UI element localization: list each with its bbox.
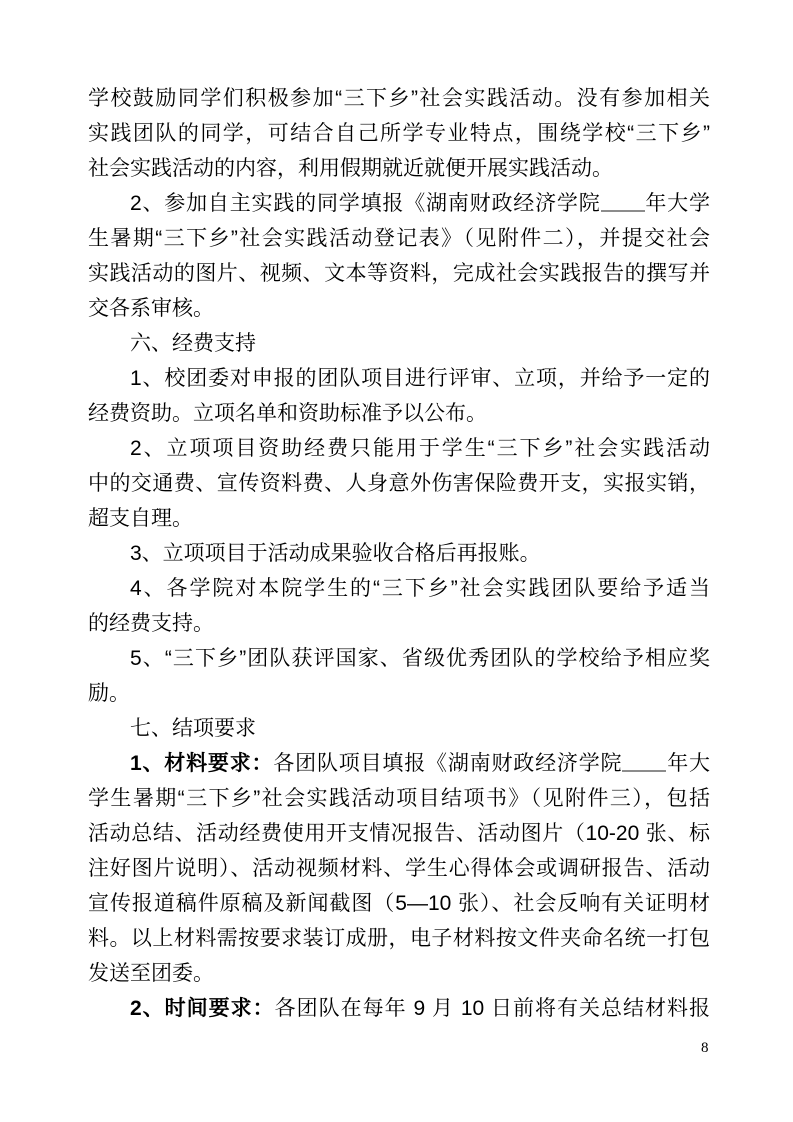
text-segment: 活动总结、活动经费使用开支情况报告、活动图片（10-20 张、标 (88, 822, 710, 845)
text-line (88, 641, 710, 676)
text-line (88, 956, 710, 991)
text-segment: 生暑期“三下乡”社会实践活动登记表》（见附件二），并提交社会 (88, 227, 710, 250)
text-segment: 超支自理。 (88, 507, 193, 530)
text-line (88, 571, 710, 606)
text-segment: 3、立项项目于活动成果验收合格后再报账。 (130, 542, 541, 565)
text-line (88, 361, 710, 396)
text-line (88, 466, 710, 501)
text-line (88, 746, 710, 781)
text-line (88, 991, 710, 1026)
text-segment: 发送至团委。 (88, 962, 214, 985)
text-line (88, 291, 710, 326)
text-segment: 励。 (88, 682, 130, 705)
text-line (88, 186, 710, 221)
text-segment: 交各系审核。 (88, 297, 214, 320)
text-segment: 年大 (666, 752, 710, 775)
text-segment: 七、结项要求 (130, 717, 256, 740)
text-segment: 经费资助。立项名单和资助标准予以公布。 (88, 402, 487, 425)
page-number: 8 (701, 1040, 709, 1056)
text-segment: 宣传报道稿件原稿及新闻截图（5—10 张）、社会反响有关证明材 (88, 892, 710, 915)
text-line (88, 921, 710, 956)
text-segment: 4、各学院对本院学生的“三下乡”社会实践团队要给予适当 (130, 577, 710, 600)
text-segment: 年大学 (644, 192, 710, 215)
text-line (88, 886, 710, 921)
text-segment-bold: 2、时间要求： (130, 997, 275, 1020)
text-line (88, 116, 710, 151)
text-segment: 5、“三下乡”团队获评国家、省级优秀团队的学校给予相应奖 (130, 647, 710, 670)
text-line (88, 431, 710, 466)
text-segment: 六、经费支持 (130, 332, 256, 355)
text-line (88, 711, 710, 746)
text-line (88, 501, 710, 536)
text-segment: 2、参加自主实践的同学填报《湖南财政经济学院 (130, 192, 601, 215)
text-line (88, 781, 710, 816)
text-line (88, 816, 710, 851)
text-line (88, 151, 710, 186)
text-segment-bold: 1、材料要求： (130, 752, 274, 775)
text-segment: 各团队项目填报《湖南财政经济学院 (273, 752, 623, 775)
text-line (88, 221, 710, 256)
text-segment: 料。以上材料需按要求装订成册，电子材料按文件夹命名统一打包 (88, 927, 710, 950)
text-line (88, 851, 710, 886)
page-text (88, 81, 710, 1026)
text-segment: 的经费支持。 (88, 612, 214, 635)
text-segment: 1、校团委对申报的团队项目进行评审、立项，并给予一定的 (130, 367, 710, 390)
text-line (88, 396, 710, 431)
text-line (88, 326, 710, 361)
text-line (88, 256, 710, 291)
text-segment: 中的交通费、宣传资料费、人身意外伤害保险费开支，实报实销， (88, 472, 710, 495)
text-line (88, 536, 710, 571)
text-segment: 学校鼓励同学们积极参加“三下乡”社会实践活动。没有参加相关 (88, 87, 710, 110)
text-segment: 2、立项项目资助经费只能用于学生“三下乡”社会实践活动 (130, 437, 710, 460)
text-segment: 注好图片说明）、活动视频材料、学生心得体会或调研报告、活动 (88, 857, 710, 880)
text-segment: 实践团队的同学，可结合自己所学专业特点，围绕学校“三下乡” (88, 122, 710, 145)
text-segment: 各团队在每年 9 月 10 日前将有关总结材料报 (274, 997, 710, 1020)
fill-in-blank-underline (622, 770, 666, 772)
text-line (88, 81, 710, 116)
text-line (88, 676, 710, 711)
text-line (88, 606, 710, 641)
text-segment: 学生暑期“三下乡”社会实践活动项目结项书》（见附件三），包括 (88, 787, 710, 810)
text-segment: 社会实践活动的内容，利用假期就近就便开展实践活动。 (88, 157, 613, 180)
fill-in-blank-underline (601, 210, 645, 212)
text-segment: 实践活动的图片、视频、文本等资料，完成社会实践报告的撰写并 (88, 262, 710, 285)
